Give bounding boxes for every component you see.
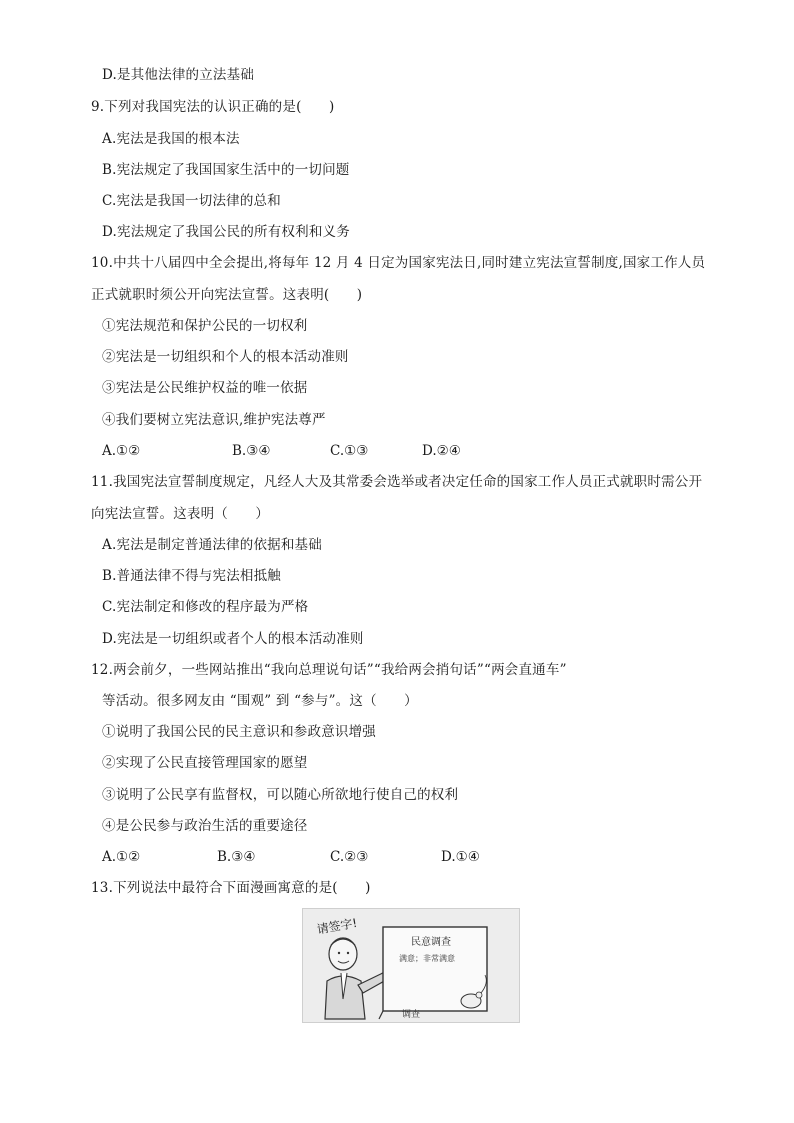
cartoon-illustration <box>302 908 520 1023</box>
q10-stem-line1: 10.中共十八届四中全会提出,将每年 12 月 4 日定为国家宪法日,同时建立宪法宣誓制度,国家工作人员 <box>91 255 706 271</box>
q10-statement-4: ④我们要树立宪法意识,维护宪法尊严 <box>102 412 326 428</box>
board-title: 民意调查 <box>411 937 451 948</box>
board-subtitle: 满意；非常满意 <box>399 954 455 963</box>
cartoon-caption: 调查 <box>401 1010 420 1020</box>
cartoon-speech: 请签字! <box>315 915 359 937</box>
cartoon-drawing <box>303 909 519 1022</box>
q12-option-c: C.②③ <box>330 849 369 865</box>
q9-option-b: B.宪法规定了我国国家生活中的一切问题 <box>102 162 350 178</box>
q12-option-d: D.①④ <box>441 849 480 865</box>
q12-statement-4: ④是公民参与政治生活的重要途径 <box>102 818 308 834</box>
q12-option-b: B.③④ <box>217 849 256 865</box>
q9-option-c: C.宪法是我国一切法律的总和 <box>102 193 281 209</box>
q10-statement-3: ③宪法是公民维护权益的唯一依据 <box>102 380 308 396</box>
q12-option-a: A.①② <box>102 849 141 865</box>
q11-stem-line2: 向宪法宣誓。这表明（ ） <box>91 506 270 522</box>
q9-option-d: D.宪法规定了我国公民的所有权利和义务 <box>102 224 350 240</box>
q10-option-a: A.①② <box>102 443 141 459</box>
q12-statement-2: ②实现了公民直接管理国家的愿望 <box>102 755 308 771</box>
q11-option-d: D.宪法是一切组织或者个人的根本活动准则 <box>102 631 364 647</box>
q11-option-a: A.宪法是制定普通法律的依据和基础 <box>102 537 322 553</box>
q13-stem: 13.下列说法中最符合下面漫画寓意的是( ) <box>91 880 371 896</box>
q10-statement-2: ②宪法是一切组织和个人的根本活动准则 <box>102 349 349 365</box>
q10-option-b: B.③④ <box>232 443 271 459</box>
q9-option-a: A.宪法是我国的根本法 <box>102 131 240 147</box>
q12-statement-1: ①说明了我国公民的民主意识和参政意识增强 <box>102 724 376 740</box>
q10-statement-1: ①宪法规范和保护公民的一切权利 <box>102 318 308 334</box>
q11-stem-line1: 11.我国宪法宣誓制度规定，凡经人大及其常委会选举或者决定任命的国家工作人员正式就职时需公开 <box>91 474 703 490</box>
q9-stem: 9.下列对我国宪法的认识正确的是( ) <box>91 99 335 115</box>
q11-option-b: B.普通法律不得与宪法相抵触 <box>102 568 282 584</box>
q12-statement-3: ③说明了公民享有监督权，可以随心所欲地行使自己的权利 <box>102 787 459 803</box>
q10-option-d: D.②④ <box>422 443 461 459</box>
q8-option-d: D.是其他法律的立法基础 <box>102 67 255 83</box>
q12-stem-line1: 12.两会前夕，一些网站推出“我向总理说句话”“我给两会捎句话”“两会直通车” <box>91 662 567 678</box>
q12-stem-line2: 等活动。很多网友由 “围观” 到 “参与”。这（ ） <box>102 693 418 709</box>
q10-stem-line2: 正式就职时须公开向宪法宣誓。这表明( ) <box>91 287 363 303</box>
q10-option-c: C.①③ <box>330 443 369 459</box>
q11-option-c: C.宪法制定和修改的程序最为严格 <box>102 599 309 615</box>
